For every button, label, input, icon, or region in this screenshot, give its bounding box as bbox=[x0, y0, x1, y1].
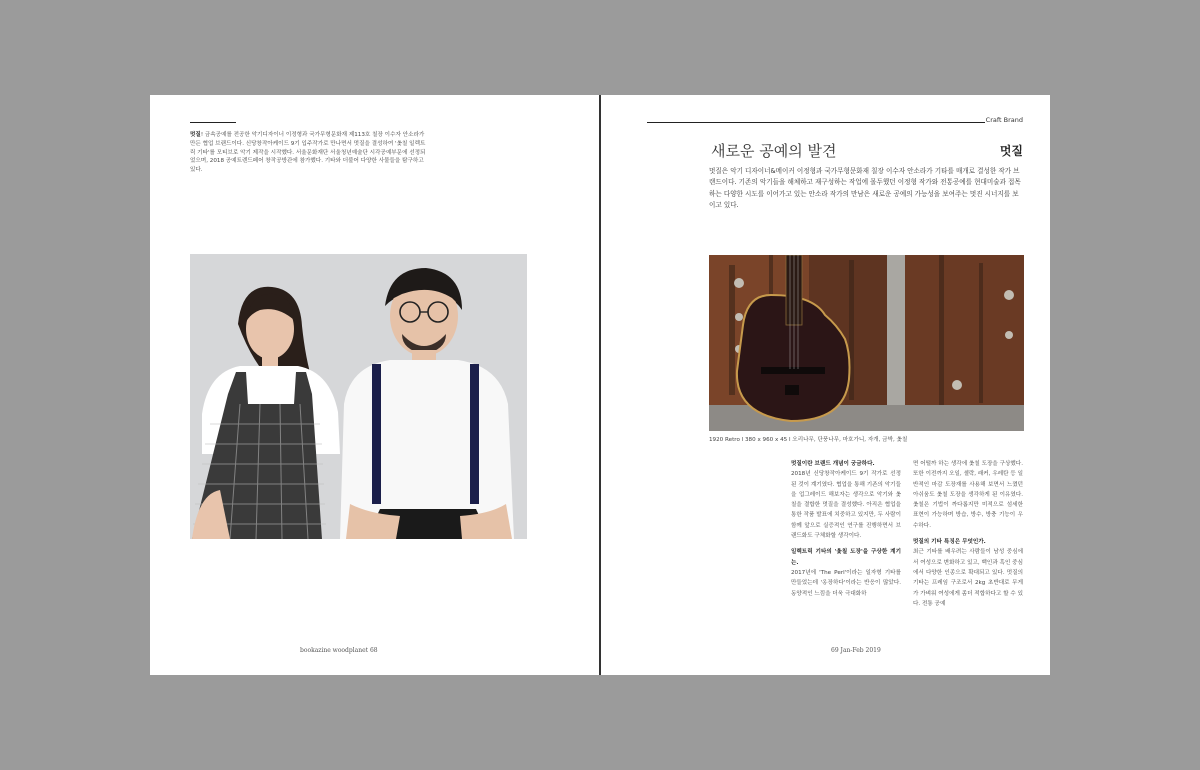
folio-right: 69 Jan-Feb 2019 bbox=[831, 647, 881, 654]
question-heading: 일렉트릭 기타의 '옻칠 도장'을 구상한 계기는. bbox=[791, 549, 901, 566]
question-heading: 멋질의 기타 특징은 무엇인가. bbox=[913, 539, 986, 546]
profile-caption: 멋질! 금속공예를 전공한 악기디자이너 이정형과 국가무형문화재 제113호 칠장 이수자 안소라가 만든 협업 브랜드이다. 신당창작아케이드 9기 입주작가로 만나면서 멋질을 결성하여 '옻칠 일렉트릭 기타'를 모티브로 악기 제작을 시작했다. 서울문화재단 서울청년예술단 시각공예부문에 선정되었으며, 2018 공예트렌드페어 창작공방관에 참가했다. 기타와 더불어 다양한 사물들을 탐구하고 있다. bbox=[190, 132, 426, 174]
answer-text: 면 어떨까 하는 생각에 옻칠 도장을 구상했다. 또한 이전까지 오일, 셸락, 래커, 우레탄 등 일반적인 마감 도장재를 사용해 보면서 느꼈던 아쉬움도 옻칠 도장을 생각하게 된 이유였다. 옻칠은 기법이 까다롭지만 미적으로 섬세한 표현이 가능하며 방습, 방수, 방충 기능이 우수하다. bbox=[913, 461, 1023, 529]
body-column-2 bbox=[913, 459, 1023, 615]
header-rule bbox=[647, 122, 985, 123]
profile-caption-body: 금속공예를 전공한 악기디자이너 이정형과 국가무형문화재 제113호 칠장 이수자 안소라가 만든 협업 브랜드이다. 신당창작아케이드 9기 입주작가로 만나면서 멋질을 결성하여 '옻칠 일렉트릭 기타'를 모티브로 악기 제작을 시작했다. 서울문화재단 서울청년예술단 시각공예부문에 선정되었으며, 2018 공예트렌드페어 창작공방관에 참가했다. 기타와 더불어 다양한 사물들을 탐구하고 있다. bbox=[190, 132, 426, 174]
lead-paragraph: 멋질은 악기 디자이너&메이커 이정형과 국가무형문화재 칠장 이수자 안소라가 기타를 매개로 결성한 작가 브랜드이다. 기존의 악기들을 해체하고 재구성하는 작업에 몰두했던 이정형 작가와 전통공예를 현대미술과 접목하는 다양한 시도를 이어가고 있는 안소라 작가의 만남은 새로운 공예의 가능성을 보여주는 멋진 시너지를 보이고 있다. bbox=[709, 167, 1021, 209]
folio-left: bookazine woodplanet 68 bbox=[300, 647, 378, 654]
answer-text: 2018년 신당창작아케이드 9기 작가로 선정된 것이 계기였다. 협업을 통해 기존의 악기들을 업그레이드 해보자는 생각으로 악기와 옻칠을 결합한 멋질을 결성했다. 아직은 협업을 통한 작품 발표에 치중하고 있지만, 두 사람이 함께 앞으로 실증적인 연구를 진행하면서 브랜드화도 구체화할 생각이다. bbox=[791, 471, 901, 540]
brand-name: 멋질 bbox=[999, 144, 1023, 158]
left-page bbox=[150, 95, 599, 675]
answer-text: 최근 기타를 배우려는 사람들이 남성 중심에서 여성으로 변화하고 있고, 백인과 흑인 중심에서 다양한 인종으로 확대되고 있다. 멋질의 기타는 프레임 구조로서 2kg 초반대로 무게가 가벼워 여성에게 좀더 적합하다고 할 수 있다. 전통 공예 bbox=[913, 549, 1023, 607]
question-heading: 멋질이란 브랜드 개념이 궁금하다. bbox=[791, 461, 875, 467]
section-label: Craft Brand bbox=[985, 116, 1023, 124]
guitar-photo bbox=[709, 255, 1024, 431]
article-title: 새로운 공예의 발견 bbox=[711, 142, 837, 160]
answer-text: 2017년에 'The Perl'이라는 일자형 기타를 만들었는데 '옹장하다'이라는 반응이 많았다. 동양적인 느낌을 더욱 극대화하 bbox=[791, 569, 901, 597]
body-column-1 bbox=[791, 459, 901, 605]
photo-caption: 1920 Retro l 380 x 960 x 45 l 오리나무, 단풍나무, 마호가니, 자개, 금박, 옻칠 bbox=[709, 437, 908, 443]
top-rule bbox=[190, 122, 236, 123]
portrait-photo bbox=[190, 254, 527, 539]
profile-caption-title: 멋질 bbox=[190, 132, 201, 138]
right-page bbox=[601, 95, 1050, 675]
